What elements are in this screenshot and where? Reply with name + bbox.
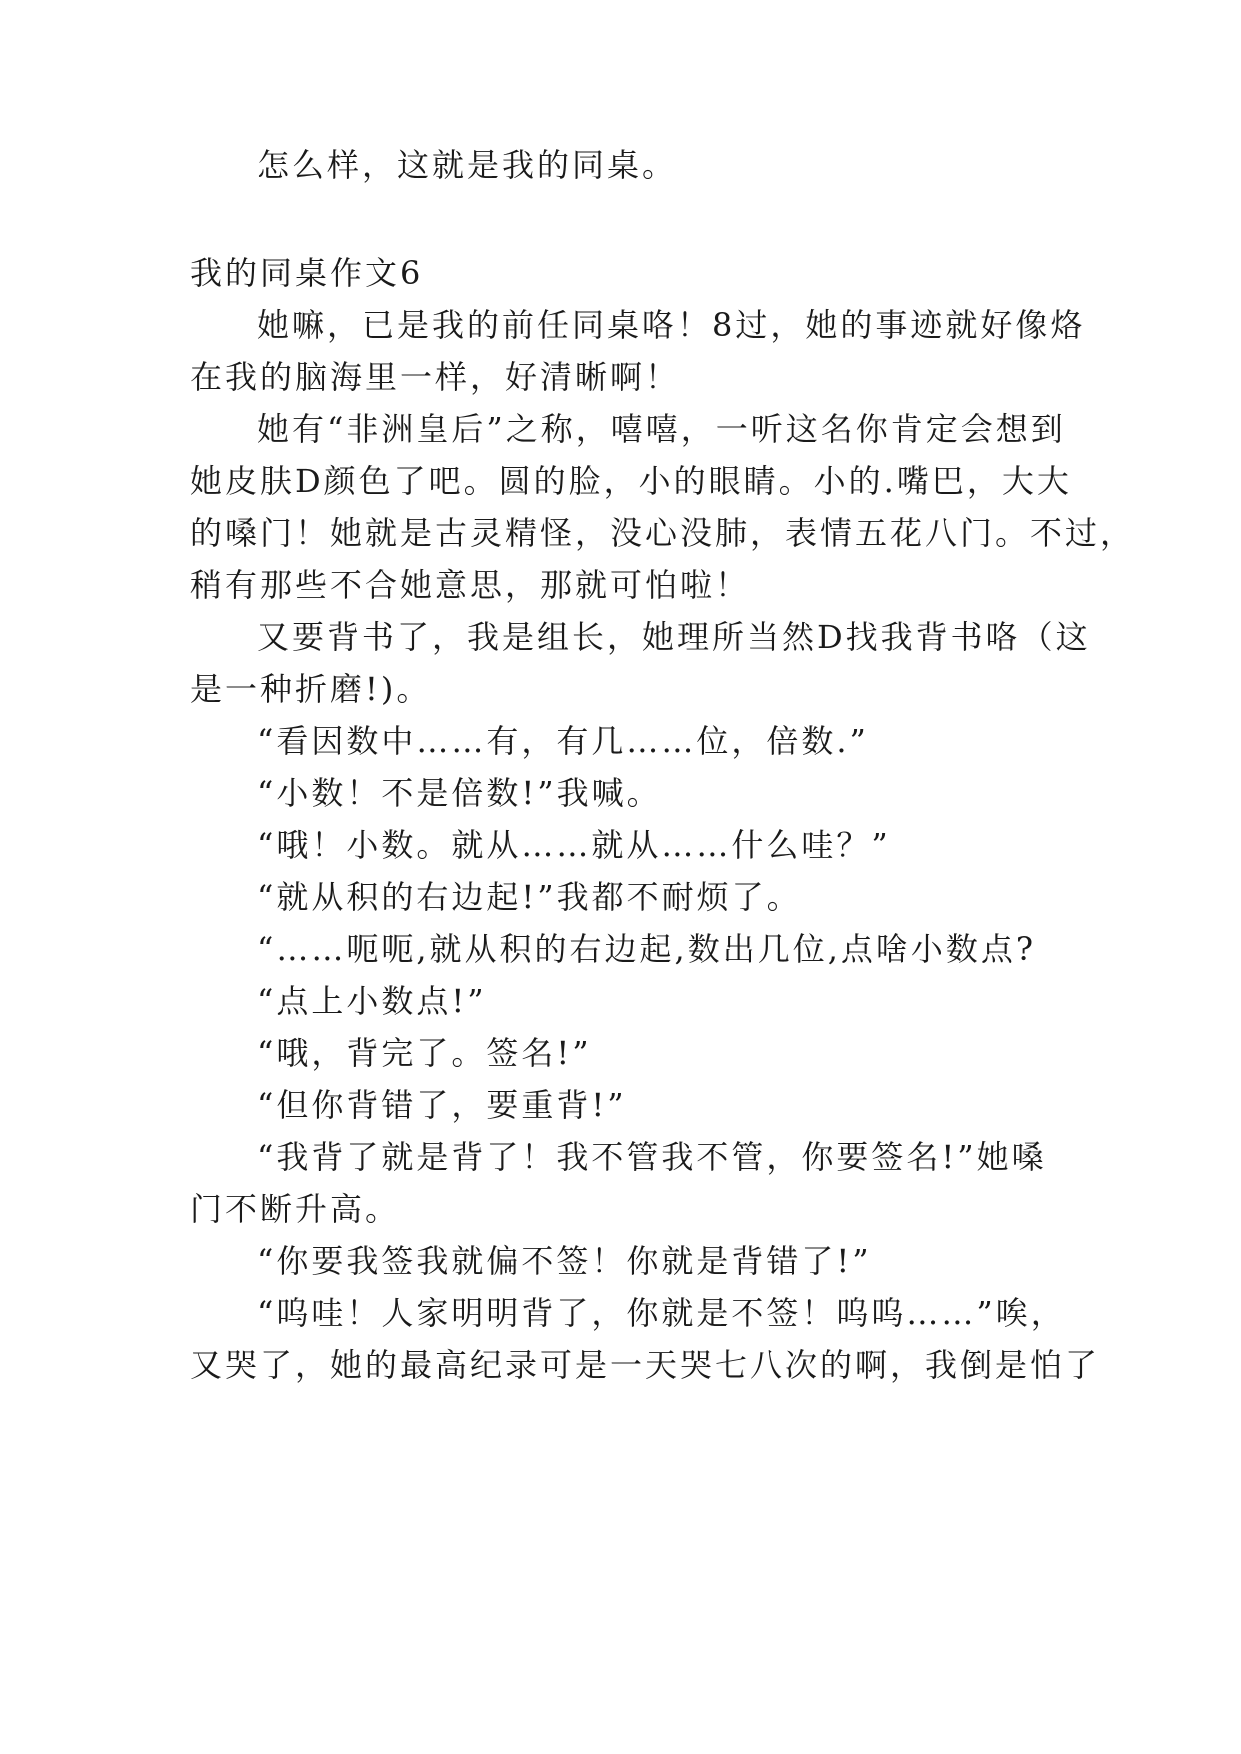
paragraph-line: 又要背书了，我是组长，她理所当然D找我背书咯（这 bbox=[257, 618, 1091, 656]
paragraph-line: 的嗓门！她就是古灵精怪，没心没肺，表情五花八门。不过， bbox=[190, 514, 1136, 552]
paragraph-line: “哦！小数。就从……就从……什么哇？” bbox=[257, 826, 891, 864]
paragraph-line: 她嘛，已是我的前任同桌咯！8过，她的事迹就好像烙 bbox=[257, 306, 1086, 344]
section-title: 我的同桌作文6 bbox=[190, 254, 424, 292]
paragraph-line: 又哭了，她的最高纪录可是一天哭七八次的啊，我倒是怕了 bbox=[190, 1346, 1101, 1384]
paragraph-line: “点上小数点!” bbox=[257, 982, 487, 1020]
paragraph-line: “我背了就是背了！我不管我不管，你要签名!”她嗓 bbox=[257, 1138, 1047, 1176]
paragraph-line: “看因数中……有，有几……位，倍数.” bbox=[257, 722, 869, 760]
paragraph-line: “……呃呃,就从积的右边起,数出几位,点啥小数点? bbox=[257, 930, 1037, 968]
paragraph-line: 是一种折磨!)。 bbox=[190, 670, 432, 708]
paragraph-line: 在我的脑海里一样，好清晰啊！ bbox=[190, 358, 681, 396]
intro-line: 怎么样，这就是我的同桌。 bbox=[257, 146, 678, 184]
paragraph-line: “但你背错了，要重背!” bbox=[257, 1086, 627, 1124]
paragraph-line: “就从积的右边起!”我都不耐烦了。 bbox=[257, 878, 802, 916]
paragraph-line: “哦，背完了。签名!” bbox=[257, 1034, 592, 1072]
paragraph-line: “小数！不是倍数!”我喊。 bbox=[257, 774, 662, 812]
paragraph-line: “你要我签我就偏不签！你就是背错了!” bbox=[257, 1242, 872, 1280]
paragraph-line: “呜哇！人家明明背了，你就是不签！呜呜……”唉， bbox=[257, 1294, 1066, 1332]
paragraph-line: 门不断升高。 bbox=[190, 1190, 401, 1228]
paragraph-line: 她有“非洲皇后”之称，嘻嘻，一听这名你肯定会想到 bbox=[257, 410, 1066, 448]
paragraph-line: 稍有那些不合她意思，那就可怕啦！ bbox=[190, 566, 751, 604]
paragraph-line: 她皮肤D颜色了吧。圆的脸，小的眼睛。小的.嘴巴，大大 bbox=[190, 462, 1072, 500]
